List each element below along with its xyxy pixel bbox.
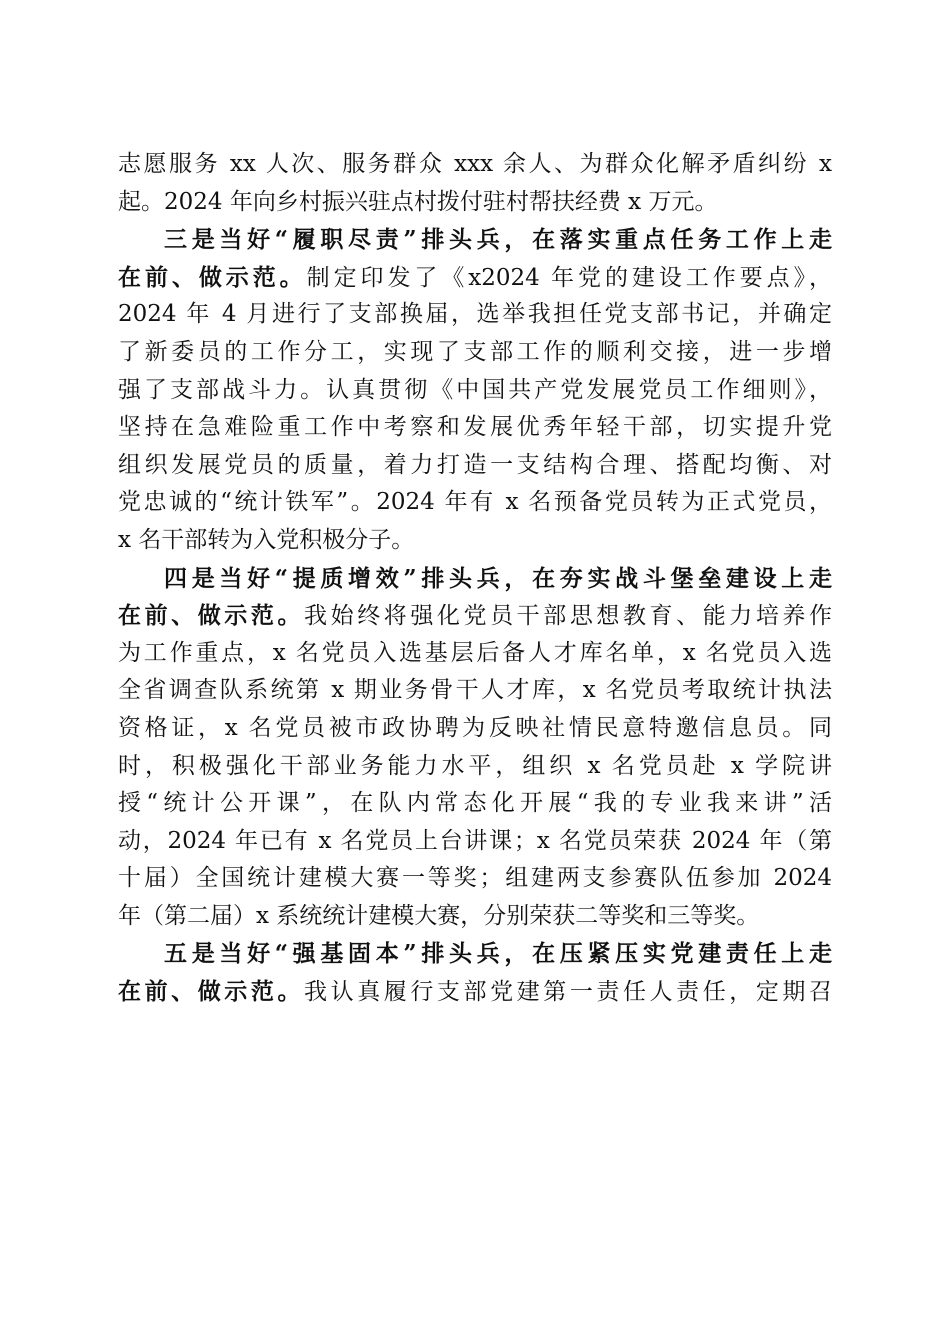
text-line: 强了支部战斗力。认真贯彻《中国共产党发展党员工作细则》， — [118, 376, 832, 403]
text-line: 资格证，x 名党员被市政协聘为反映社情民意特邀信息员。同 — [118, 714, 832, 741]
text-line: 在前、做示范。制定印发了《x2024 年党的建设工作要点》， — [118, 263, 832, 291]
text-line: 全省调查队系统第 x 期业务骨干人才库，x 名党员考取统计执法 — [118, 677, 832, 704]
text-line: 起。2024 年向乡村振兴驻点村拨付驻村帮扶经费 x 万元。 — [118, 188, 718, 215]
text-line: 了新委员的工作分工，实现了支部工作的顺利交接，进一步增 — [118, 338, 832, 365]
text-line: 授“统计公开课”，在队内常态化开展“我的专业我来讲”活 — [118, 790, 832, 817]
text-line: 动，2024 年已有 x 名党员上台讲课；x 名党员荣获 2024 年（第 — [118, 827, 832, 854]
heading-text: 在前、做示范。 — [118, 602, 305, 630]
text-line — [118, 560, 832, 598]
text-line: 为工作重点，x 名党员入选基层后备人才库名单，x 名党员入选 — [118, 639, 832, 666]
text-line: 党忠诚的“统计铁军”。2024 年有 x 名预备党员转为正式党员， — [118, 489, 832, 516]
heading-text: 五是当好“强基固本”排头兵，在压紧压实党建责任上走 — [164, 940, 832, 968]
document-page — [118, 146, 832, 1011]
text-line: 在前、做示范。我始终将强化党员干部思想教育、能力培养作 — [118, 602, 833, 630]
text-line — [118, 221, 832, 259]
paragraph-three — [118, 221, 832, 559]
text-line: 在前、做示范。我认真履行支部党建第一责任人责任，定期召 — [118, 978, 833, 1006]
text-line: 志愿服务 xx 人次、服务群众 xxx 余人、为群众化解矛盾纠纷 x — [118, 151, 832, 177]
text-line: 时，积极强化干部业务能力水平，组织 x 名党员赴 x 学院讲 — [118, 752, 832, 779]
heading-text: 三是当好“履职尽责”排头兵，在落实重点任务工作上走 — [164, 226, 832, 254]
paragraph-continued — [118, 146, 832, 221]
heading-text: 在前、做示范。 — [118, 263, 307, 291]
paragraph-five — [118, 935, 832, 1010]
text-line — [118, 935, 832, 973]
paragraph-four — [118, 560, 832, 936]
heading-text: 四是当好“提质增效”排头兵，在夯实战斗堡垒建设上走 — [164, 564, 832, 592]
text-line: x 名干部转为入党积极分子。 — [118, 526, 415, 553]
text-line: 2024 年 4 月进行了支部换届，选举我担任党支部书记，并确定 — [118, 301, 832, 328]
text-line: 坚持在急难险重工作中考察和发展优秀年轻干部，切实提升党 — [118, 414, 832, 441]
text-line: 年（第二届）x 系统统计建模大赛，分别荣获二等奖和三等奖。 — [118, 902, 760, 929]
heading-text: 在前、做示范。 — [118, 978, 305, 1006]
text-line: 组织发展党员的质量，着力打造一支结构合理、搭配均衡、对 — [118, 451, 832, 478]
text-line: 十届）全国统计建模大赛一等奖；组建两支参赛队伍参加 2024 — [118, 865, 832, 892]
